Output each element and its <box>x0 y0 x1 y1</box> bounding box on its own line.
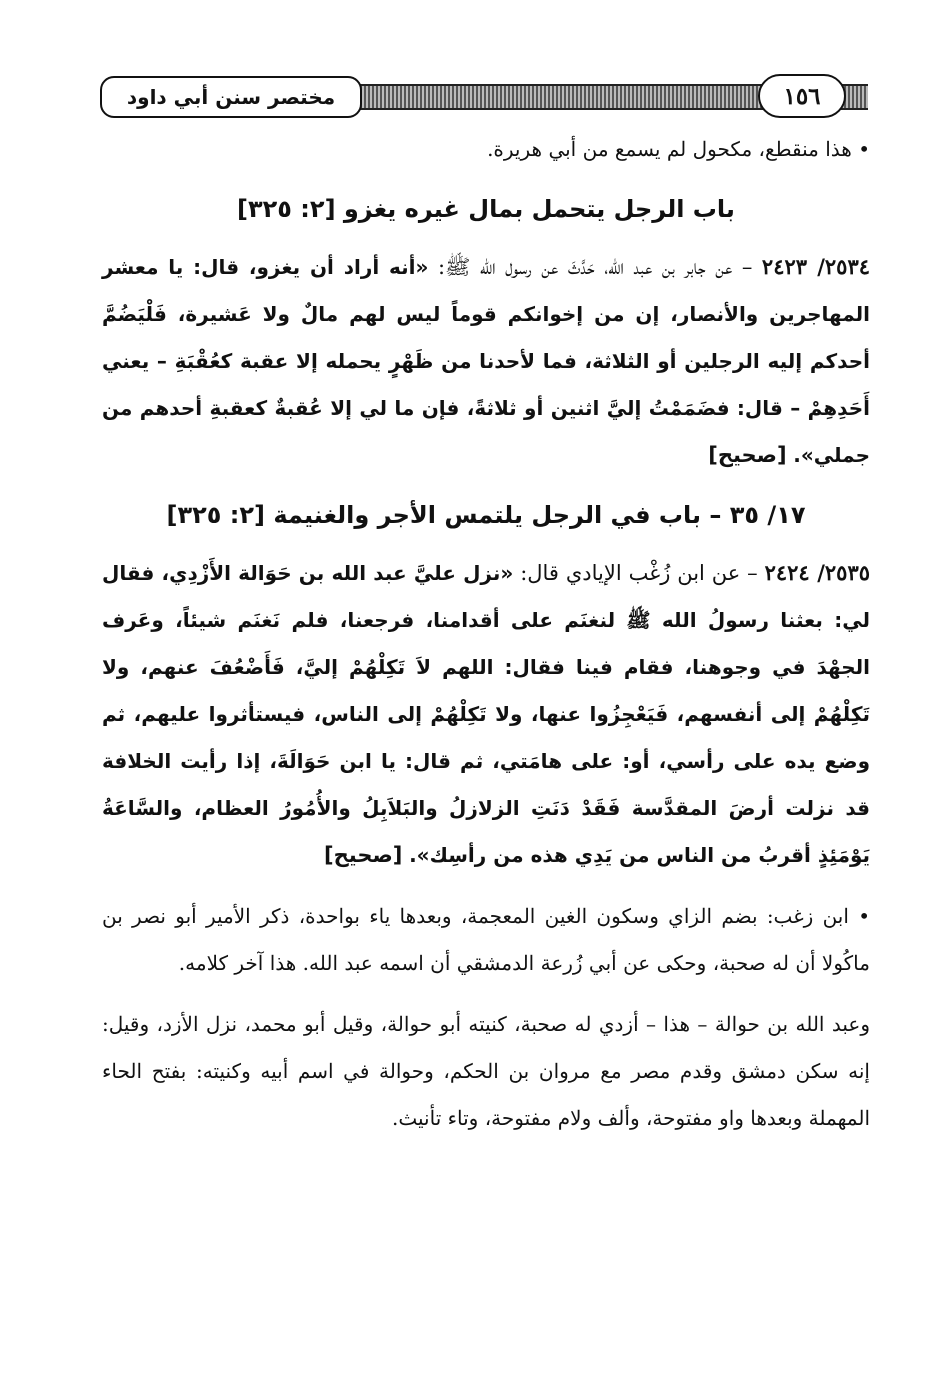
chapter-heading-1 <box>102 181 870 237</box>
chapter-reference: [٢: ٣٢٥] <box>166 501 265 529</box>
hadith-2535 <box>102 549 870 879</box>
note-disconnected-chain: • هذا منقطع، مكحول لم يسمع من أبي هريرة. <box>487 137 870 161</box>
hadith-grade: [صحيح] <box>708 443 787 467</box>
running-header <box>100 68 868 122</box>
chapter-title: باب الرجل يتحمل بمال غيره يغزو <box>343 195 735 223</box>
hadith-isnad: – عن جابر بن عبد الله، حَدَّثَ عن رسول الله ﷺ: <box>428 255 762 279</box>
page-body <box>102 126 870 1142</box>
chapter-heading-2 <box>102 487 870 543</box>
hadith-matn: «نزل عليَّ عبد الله بن حَوَالة الأَزْدِي، فقال لي: بعثنا رسولُ الله ﷺ لنغنَم على أقدامنا، فرجعنا، فلم نَغنَم شيئاً، وعَرف الجهْدَ في وجوهنا، فقام فينا فقال: اللهم لاَ تَكِلْهُمْ إليَّ، فَأَضْعُفَ عنهم، ولا تَكِلْهُمْ إلى أنفسهم، فَيَعْجِزُوا عنها، ولا تَكِلْهُمْ إلى الناس، فيستأثروا عليهم، ثم وضع يده على رأسي، أو: على هامَتي، ثم قال: يا ابن حَوَالَةَ، إذا رأيت الخلافة قد نزلت أرضَ المقدَّسة فَقَدْ دَنَتِ الزلازلُ والبَلاَبِلُ والأُمُورُ العظام، والسَّاعَةُ يَوْمَئِذٍ أقربُ من الناس من يَدِي هذه من رأسِك». <box>102 561 870 867</box>
hadith-number: ٢٥٣٤/ ٢٤٢٣ <box>761 254 871 279</box>
book-title: مختصر سنن أبي داود <box>126 85 336 109</box>
hadith-number: ٢٥٣٥/ ٢٤٢٤ <box>764 560 871 585</box>
hadith-matn: «أنه أراد أن يغزو، قال: يا معشر المهاجرين والأنصار، إن من إخوانكم قوماً ليس لهم مالٌ ولا عَشيرة، فَلْيَضُمَّ أحدكم إليه الرجلين أو الثلاثة، فما لأحدنا من ظَهْرٍ يحمله إلا عقبة كعُقْبَةِ – يعني أَحَدِهِمْ – قال: فضَمَمْتُ إليَّ اثنين أو ثلاثةً، فإن ما لي إلا عُقبةٌ كعقبةِ أحدهم من جملي». <box>102 255 870 467</box>
chapter-title: ١٧/ ٣٥ – باب في الرجل يلتمس الأجر والغنيمة <box>273 501 806 529</box>
page-number: ١٥٦ <box>783 82 821 110</box>
note-abdullah-ibn-hawala: وعبد الله بن حوالة – هذا – أزدي له صحبة، كنيته أبو حوالة، وقيل أبو محمد، نزل الأزد، وقيل: إنه سكن دمشق وقدم مصر مع مروان بن الحكم، وحوالة في اسم أبيه وكنيته: بفتح الحاء المهملة وبعدها واو مفتوحة، وألف ولام مفتوحة، وتاء تأنيث. <box>102 1012 870 1130</box>
hadith-isnad: – عن ابن زُغْب الإيادي قال: <box>513 561 765 585</box>
chapter-reference: [٢: ٣٢٥] <box>237 195 336 223</box>
hadith-2534 <box>102 243 870 479</box>
note-ibn-zughb: • ابن زغب: بضم الزاي وسكون الغين المعجمة، وبعدها ياء بواحدة، ذكر الأمير أبو نصر بن ماكُولا أن له صحبة، وحكى عن أبي زُرعة الدمشقي أن اسمه عبد الله. هذا آخر كلامه. <box>102 904 870 975</box>
hadith-grade: [صحيح] <box>324 843 403 867</box>
book-title-box <box>100 76 362 118</box>
page-number-box <box>758 74 846 118</box>
